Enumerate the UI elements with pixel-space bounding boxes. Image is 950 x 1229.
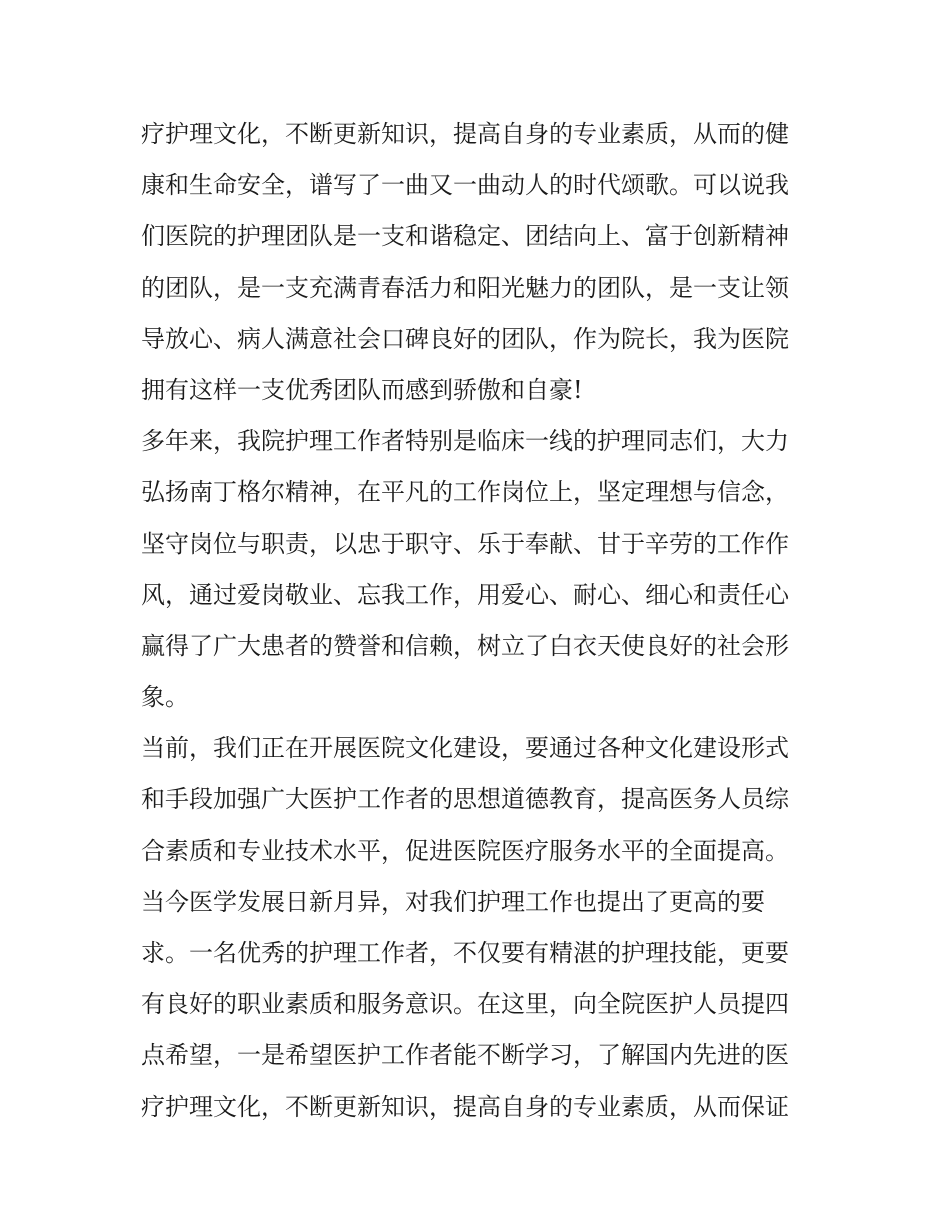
text-line: 导放心、病人满意社会口碑良好的团队，作为院长，我为医院 <box>141 324 789 353</box>
text-line: 康和生命安全，谱写了一曲又一曲动人的时代颂歌。可以说我 <box>141 171 789 200</box>
text-line: 疗护理文化，不断更新知识，提高自身的专业素质，从而的健 <box>141 120 789 148</box>
text-line: 象。 <box>141 683 189 712</box>
body-text <box>141 109 821 1133</box>
text-line: 当前，我们正在开展医院文化建设，要通过各种文化建设形式 <box>141 734 789 763</box>
text-line: 求。一名优秀的护理工作者，不仅要有精湛的护理技能，更要 <box>141 939 789 967</box>
text-line: 当今医学发展日新月异，对我们护理工作也提出了更高的要 <box>141 887 765 916</box>
text-line: 多年来，我院护理工作者特别是临床一线的护理同志们，大力 <box>141 427 789 456</box>
text-line: 有良好的职业素质和服务意识。在这里，向全院医护人员提四 <box>141 990 789 1019</box>
text-line: 的团队，是一支充满青春活力和阳光魅力的团队，是一支让领 <box>141 273 789 302</box>
text-line: 和手段加强广大医护工作者的思想道德教育，提高医务人员综 <box>141 785 789 814</box>
text-line: 坚守岗位与职责，以忠于职守、乐于奉献、甘于辛劳的工作作 <box>141 529 789 558</box>
text-line: 风，通过爱岗敬业、忘我工作，用爱心、耐心、细心和责任心 <box>141 580 789 609</box>
text-line: 们医院的护理团队是一支和谐稳定、团结向上、富于创新精神 <box>141 222 789 251</box>
text-line: 疗护理文化，不断更新知识，提高自身的专业素质，从而保证 <box>141 1092 789 1121</box>
text-line: 赢得了广大患者的赞誉和信赖，树立了白衣天使良好的社会形 <box>141 631 789 660</box>
text-line: 合素质和专业技术水平，促进医院医疗服务水平的全面提高。 <box>141 836 789 865</box>
text-line: 拥有这样一支优秀团队而感到骄傲和自豪! <box>141 375 583 404</box>
text-line: 弘扬南丁格尔精神，在平凡的工作岗位上，坚定理想与信念， <box>141 478 789 507</box>
text-line: 点希望，一是希望医护工作者能不断学习，了解国内先进的医 <box>141 1041 789 1070</box>
